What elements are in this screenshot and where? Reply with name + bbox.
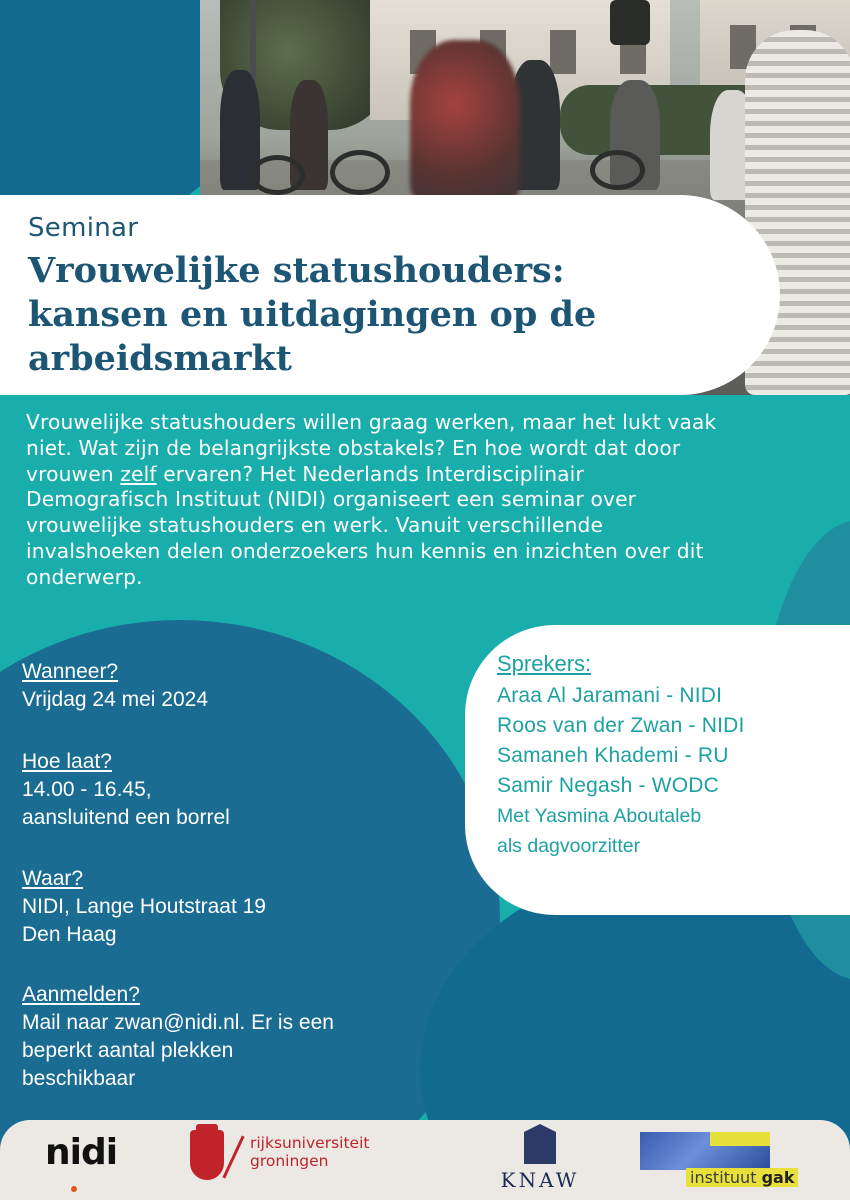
time-label: Hoe laat?: [22, 750, 112, 773]
gak-logo: instituut gak: [640, 1128, 815, 1188]
intro-line: onderwerp.: [26, 564, 143, 589]
title-card: [0, 195, 780, 395]
register-text: Mail naar zwan@nidi.nl. Er is een: [22, 1011, 334, 1034]
time-value: 14.00 - 16.45,: [22, 778, 152, 801]
nidi-logo: nidi: [45, 1132, 117, 1173]
title-line: Vrouwelijke statushouders:: [28, 250, 565, 291]
emphasis-zelf: zelf: [120, 461, 157, 486]
speaker-item: Samir Negash - WODC: [497, 774, 720, 797]
register-text: beperkt aantal plekken: [22, 1039, 234, 1062]
intro-line: vrouwen zelf ervaren? Het Nederlands Interdisciplinair: [26, 461, 584, 486]
register-block: [22, 981, 442, 1093]
speaker-item: Araa Al Jaramani - NIDI: [497, 684, 723, 707]
slash-icon: [222, 1136, 244, 1179]
building-icon: [520, 1124, 560, 1164]
partner-logos: [0, 1120, 850, 1200]
event-type: Seminar: [28, 213, 139, 243]
where-address: NIDI, Lange Houtstraat 19: [22, 895, 266, 918]
register-label: Aanmelden?: [22, 983, 140, 1006]
register-text: beschikbaar: [22, 1067, 136, 1090]
speakers-card: [465, 625, 850, 915]
title-line: kansen en uitdagingen op de: [28, 294, 597, 335]
when-label: Wanneer?: [22, 660, 119, 683]
intro-paragraph: [26, 410, 841, 591]
when-block: [22, 658, 442, 714]
chair-note: Met Yasmina Aboutaleb: [497, 805, 702, 827]
speaker-item: Samaneh Khademi - RU: [497, 744, 729, 767]
speaker-item: Roos van der Zwan - NIDI: [497, 714, 745, 737]
time-note: aansluitend een borrel: [22, 806, 230, 829]
chair-role: als dagvoorzitter: [497, 835, 641, 857]
speakers-title: Sprekers:: [497, 651, 592, 676]
gak-graphic-icon: [640, 1132, 770, 1170]
when-value: Vrijdag 24 mei 2024: [22, 688, 209, 711]
time-block: [22, 748, 442, 832]
page-title: [28, 249, 780, 381]
title-line: arbeidsmarkt: [28, 338, 292, 379]
intro-line: Vrouwelijke statushouders willen graag werken, maar het lukt vaak: [26, 410, 717, 434]
knaw-logo: KNAW: [490, 1124, 590, 1194]
where-city: Den Haag: [22, 923, 117, 946]
intro-line: invalshoeken delen onderzoekers hun kennis en inzichten over dit: [26, 538, 704, 563]
where-block: [22, 865, 442, 949]
intro-line: niet. Wat zijn de belangrijkste obstakels? En hoe wordt dat door: [26, 435, 681, 460]
nidi-dot-icon: [71, 1186, 77, 1192]
rug-logo: rijksuniversiteit groningen: [190, 1130, 430, 1190]
crest-icon: [190, 1130, 224, 1180]
where-label: Waar?: [22, 867, 84, 890]
intro-line: Demografisch Instituut (NIDI) organiseert een seminar over: [26, 487, 637, 512]
intro-line: vrouwelijke statushouders en werk. Vanuit verschillende: [26, 513, 604, 538]
